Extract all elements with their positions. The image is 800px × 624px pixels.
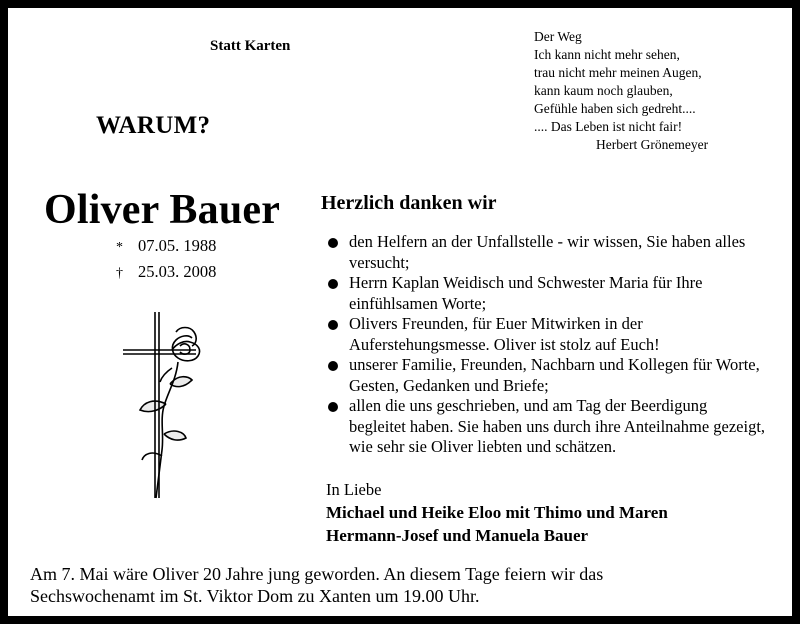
list-item-text: Herrn Kaplan Weidisch und Schwester Maria für Ihre einfühlsamen Worte; xyxy=(349,273,703,313)
list-item xyxy=(326,396,766,458)
family-signature xyxy=(326,501,668,547)
poem-line: .... Das Leben ist nicht fair! xyxy=(534,119,683,134)
cross-with-rose-icon xyxy=(118,310,228,500)
list-item-text: unserer Familie, Freunden, Nachbarn und Kollegen für Worte, Gesten, Gedanken und Briefe; xyxy=(349,355,760,395)
death-date: 25.03. 2008 xyxy=(138,262,217,281)
birth-row xyxy=(116,234,216,260)
footer-notice xyxy=(30,563,603,607)
obituary-card xyxy=(8,8,792,616)
poem-line: Der Weg xyxy=(534,29,582,44)
poem xyxy=(534,28,708,154)
bullet-dot-icon xyxy=(328,320,338,330)
list-item xyxy=(326,314,766,355)
list-item xyxy=(326,355,766,396)
thanks-heading: Herzlich danken wir xyxy=(321,192,497,214)
birth-date: 07.05. 1988 xyxy=(138,236,217,255)
poem-line: Gefühle haben sich gedreht.... xyxy=(534,101,696,116)
poem-line: trau nicht mehr meinen Augen, xyxy=(534,65,702,80)
statt-karten-label: Statt Karten xyxy=(210,38,291,54)
family-line-2: Hermann-Josef und Manuela Bauer xyxy=(326,526,589,545)
death-row xyxy=(116,260,216,286)
bullet-dot-icon xyxy=(328,279,338,289)
bullet-dot-icon xyxy=(328,361,338,371)
list-item-text: allen die uns geschrieben, und am Tag der Beerdigung begleitet haben. Sie haben uns durch ihre Anteilnahme gezeigt, wie sehr sie Oliver liebten und schätzen. xyxy=(349,396,766,456)
list-item-text: Olivers Freunden, für Euer Mitwirken in der Auferstehungsmesse. Oliver ist stolz auf Euch! xyxy=(349,314,660,354)
life-dates xyxy=(116,234,216,286)
deceased-name: Oliver Bauer xyxy=(44,187,281,233)
thanks-list xyxy=(326,232,766,458)
footer-line-1: Am 7. Mai wäre Oliver 20 Jahre jung geworden. An diesem Tage feiern wir das xyxy=(30,564,604,584)
death-symbol-icon: † xyxy=(116,266,123,281)
list-item xyxy=(326,232,766,273)
list-item xyxy=(326,273,766,314)
poem-author: Herbert Grönemeyer xyxy=(596,137,709,152)
bullet-dot-icon xyxy=(328,402,338,412)
birth-symbol-icon: * xyxy=(116,240,123,255)
poem-line: kann kaum noch glauben, xyxy=(534,83,673,98)
family-line-1: Michael und Heike Eloo mit Thimo und Maren xyxy=(326,503,668,522)
bullet-dot-icon xyxy=(328,238,338,248)
in-liebe-label: In Liebe xyxy=(326,480,382,499)
warum-heading: WARUM? xyxy=(96,112,211,139)
list-item-text: den Helfern an der Unfallstelle - wir wissen, Sie haben alles versucht; xyxy=(349,232,746,272)
poem-line: Ich kann nicht mehr sehen, xyxy=(534,47,680,62)
footer-line-2: Sechswochenamt im St. Viktor Dom zu Xanten um 19.00 Uhr. xyxy=(30,586,480,606)
